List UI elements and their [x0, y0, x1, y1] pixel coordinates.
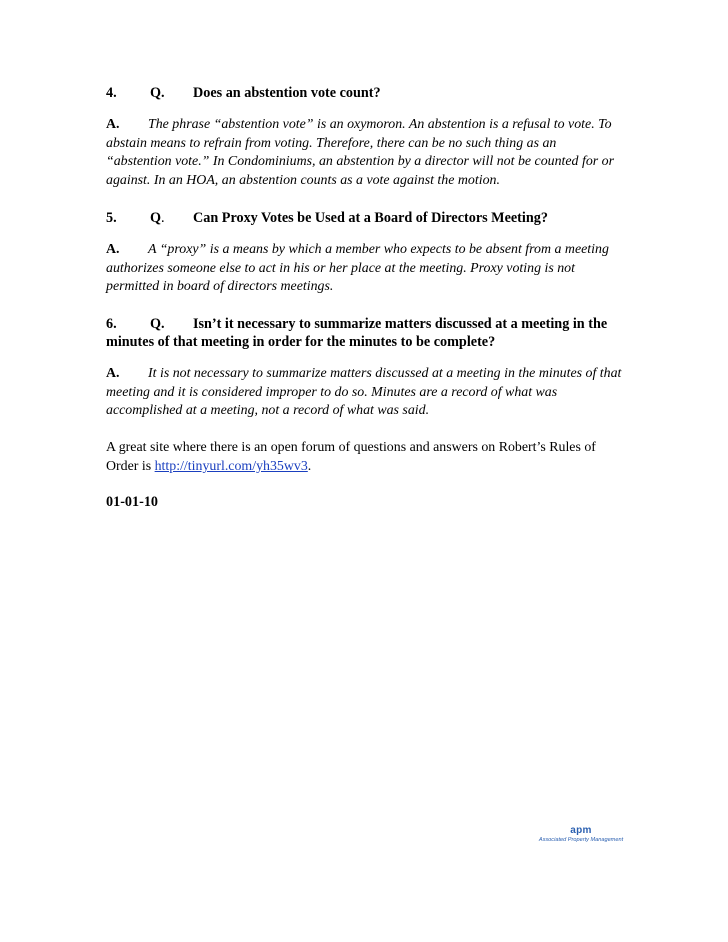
logo-company-name: Associated Property Management	[538, 837, 624, 843]
answer-4	[106, 116, 622, 191]
question-5	[106, 209, 622, 227]
question-label: Q.	[150, 85, 165, 101]
answer-text: It is not necessary to summarize matters discussed at a meeting in the minutes of that meeting and it is considered improper to do so. Minutes are a record of what was accomplished at a meeting, not a record of what was said.	[106, 365, 622, 419]
answer-6	[106, 365, 622, 421]
answer-label: A.	[106, 365, 120, 381]
answer-5	[106, 241, 622, 297]
answer-label: A.	[106, 241, 120, 257]
question-text: Isn’t it necessary to summarize matters discussed at a meeting in the minutes of that meeting in order for the minutes to be complete?	[106, 315, 608, 350]
question-label: Q.	[150, 315, 165, 332]
question-text: Does an abstention vote count?	[193, 85, 381, 101]
resource-note: A great site where there is an open forum of questions and answers on Robert’s Rules of Order is http://tinyurl.com/yh35wv3.	[106, 440, 596, 474]
question-number: 5.	[106, 209, 117, 226]
logo-mark: apm	[570, 825, 592, 836]
document-body	[106, 84, 622, 511]
question-4	[106, 84, 622, 102]
question-label: Q.	[150, 209, 165, 226]
question-text: Can Proxy Votes be Used at a Board of Directors Meeting?	[193, 209, 548, 226]
answer-text: The phrase “abstention vote” is an oxymoron. An abstention is a refusal to vote. To abstain means to refrain from voting. Therefore, there can be no such thing as an “abstention vote.” In Condominiums, an abstention by a director will not be counted for or against. In an HOA, an abstention counts as a vote against the motion.	[106, 117, 615, 189]
company-logo	[538, 825, 624, 844]
tinyurl-link[interactable]: http://tinyurl.com/yh35wv3	[154, 458, 308, 474]
question-6	[106, 315, 622, 351]
question-number: 6.	[106, 315, 117, 332]
answer-text: A “proxy” is a means by which a member who expects to be absent from a meeting authorizes someone else to act in his or her place at the meeting. Proxy voting is not permitted in board of directors meetings.	[106, 241, 609, 295]
document-date: 01-01-10	[106, 494, 159, 511]
answer-label: A.	[106, 117, 120, 132]
question-number: 4.	[106, 85, 117, 101]
